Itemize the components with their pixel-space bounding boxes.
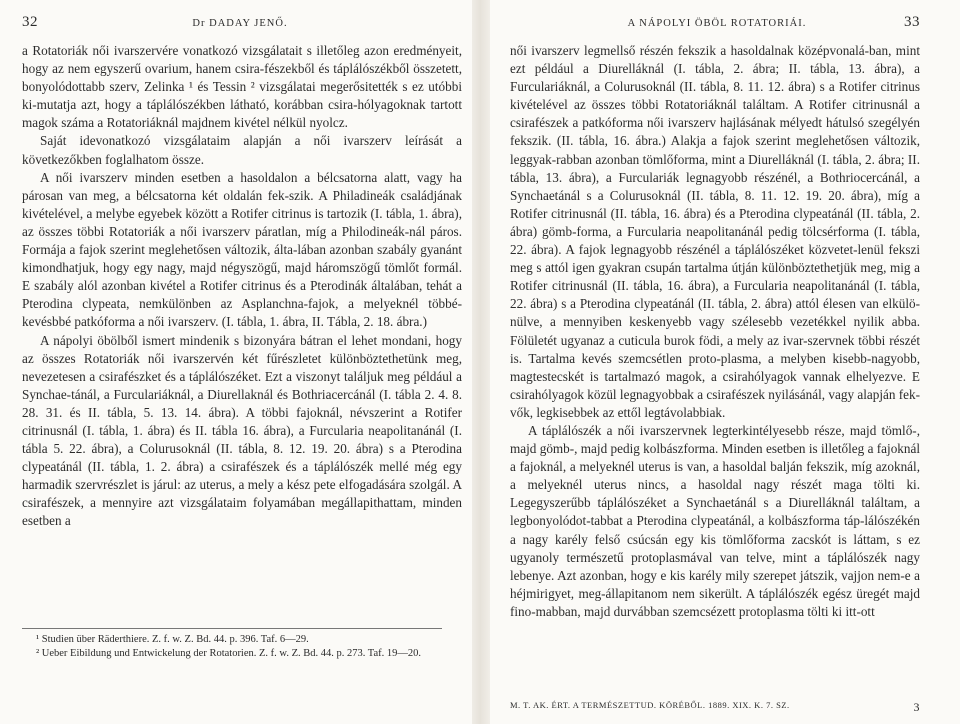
- left-page: [0, 0, 472, 724]
- footnotes: [22, 628, 462, 661]
- paragraph: Saját idevonatkozó vizsgálataim alapján a női ivarszerv leírását a következőkben foglalhatom össze.: [22, 133, 462, 167]
- footnote: ² Ueber Eibildung und Entwickelung der Rotatorien. Z. f. w. Z. Bd. 44. p. 273. Taf. 19—20.: [36, 648, 422, 659]
- left-page-number: 32: [22, 14, 38, 30]
- book-gutter: [472, 0, 490, 724]
- paragraph: A női ivarszerv minden esetben a hasoldalon a bélcsatorna alatt, vagy ha párosan van meg, a bélcsatorna két oldalán fek-szik. A Philadineák családjának kivételével, a melybe egyebek között a Rotifer citrinus is tartozik (I. tábla, 1. ábra), az összes többi Rotatoriák a női ivarszerv páratlan, míg a Philodineák-nál páros. Formája a fajok szerint meglehetősen változik, álta-lában azonban szabály gyanánt kimondhatjuk, hogy egy nagy, majd négyszögű, majd háromszögű tömlőt formál. E szabály alól azonban kivétel a Rotifer citrinus és a Pterodinák általában, tehát a Pterodina clypeata, nemkülönben az Asplanchna-fajok, a melyeknél többé-kevésbbé patkóforma a női ivarszerv. (I. tábla, 1. ábra, II. Tábla, 2. 18. ábra.): [22, 169, 462, 330]
- left-text-column: [22, 42, 462, 531]
- footnote: ¹ Studien über Räderthiere. Z. f. w. Z. Bd. 44. p. 396. Taf. 6—29.: [36, 634, 309, 645]
- right-running-head: [510, 14, 920, 36]
- right-page: [472, 0, 960, 724]
- right-page-number: 33: [903, 14, 920, 30]
- right-header-title: A NÁPOLYI ÖBÖL ROTATORIÁI.: [627, 18, 807, 29]
- left-running-head: [22, 14, 462, 36]
- paragraph: női ivarszerv legmellső részén fekszik a hasoldalnak középvonalá-ban, mint ezt például a Diurelláknál (I. tábla, 2. ábra; II. tábla, 13. ábra), a Furculariáknál, a Colurusoknál (II. tábla, 8. 11. 12. ábra) s a Rotifer citrinus kivételével az összes többi Rotatoriáknál találtam. A Rotifer citrinusnál a csirafészek a patkóforma női ivarszerv hajlásának mélyedt hátulsó szegélyén fekszik. (II. tábla, 16. ábra.) Alakja a fajok szerint meglehetősen változik, leggyak-rabban azonban tömlőforma, mint a Diurelláknál (I. tábla, 2. ábra; II. tábla, 13. ábra), a Furculariák legnagyobb részénél, a Bothriocercánál, a Synchaetánál s a Colurusoknál (II. tábla, 8. 11. 12. 19. 20. ábra), míg a Rotifer citrinusnál (II. tábla, 16. ábra) és a Pterodina clypeatánál (II. tábla, 2. ábra) gömb-forma, a Furcularia neapolitanánál pedig tölcsérforma (I. tábla, 22. ábra). A fajok legnagyobb részénél a táplálószéket közvetet-lenül fekszi meg s attól igen gyakran csupán tartalma útján különböztethetjük meg, mig a Rotifer citrinusnál (II. tábla, 16. ábra), a Furcularia neapolitanánál (I. tábla, 22. ábra) s a Pterodina clypeatánál (II. tábla, 2. ábra) attól élesen van elkülö-nülve, a mennyiben keskenyebb vagy szélesebb vezetékkel nyilik abba. Fölületét ugyanaz a cuticula burok födi, a mely az ivar-szervnek többi részét is. Tartalma kevés szemcsétlen proto-plasma, a melyben kisebb-nagyobb, magtestecskét is tartalmazó magok, a csirahólyagok vannak elhelyezve. E csirahólyagok közül legnagyobbak a csirafészek nyilásánál, vagy alapján fek-vők, legkisebbek az ettől legtávolabbiak.: [510, 43, 920, 420]
- right-text-column: [510, 42, 920, 621]
- paragraph: A táplálószék a női ivarszervnek legterkintélyesebb része, majd tömlő-, majd gömb-, majd pedig kolbászforma. Minden esetben is illetőleg a fajoknál a fajoknál, a melyeknél uterus is van, a hasoldal balján fekszik, míg azoknál, a melyeknél uterus nincs, a hasoldal nagy részét maga tölti ki. Legegyszerűbb táplálószéket a Synchaetánál s a Diurelláknál találtam, a legbonyolódot-tabbat a Pterodina clypeatánál, a kolbászforma táp-lálószékén a nagy karély felső csúcsán egy kis tömlőforma zacskót is láttam, s ez ugyanoly természetű protoplasmával van telve, mint a táplálószék nagy lebenye. Azt azonban, hogy e kis karély mily szerepet játszik, vajjon nem-e a héjmirigyet, meg-állapitanom nem sikerült. A táplálószék egész üregét majd fino-mabban, majd durvábban szemcsézett protoplasma tölti ki itt-ott: [510, 422, 920, 619]
- signature-line: [510, 700, 920, 715]
- footnote-rule: [22, 628, 442, 629]
- signature-mark: 3: [913, 700, 920, 714]
- paragraph: a Rotatoriák női ivarszervére vonatkozó vizsgálatait s illetőleg azon eredményeit, hogy az nem egyszerű ovarium, hanem csira-fészekből és táplálószékből összetett, bonyolódottabb szerv, Zelinka ¹ és Tessin ² vizsgálatai megerősitették s ez utóbbi ki-mutatja azt, hogy a táplálószékben látható, korábban csira-hólyagoknak tartott magok száma a Rotatoriáknál majdnem kivétel nélkül nyolcz.: [22, 43, 462, 131]
- left-header-title: Dr DADAY JENŐ.: [192, 18, 288, 29]
- paragraph: A nápolyi öbölből ismert mindenik s bizonyára bátran el lehet mondani, hogy az összes Rotatoriák női ivarszervén két fűrészletet különböztethetünk meg, nevezetesen a csirafészket és a táplálószéket. Ezt a viszonyt találjuk meg például a Synchae-tánál, a Furculariáknál, a Diurellaknál és Bothriacercánál (I. tábla 2. 4. 8. 28. 31. és II. tábla, 5. 13. 14. ábra). A többi fajoknál, névszerint a Rotifer citrinusnál (I. tábla, 1. ábra) és II. tábla 16. ábra), a Furcularia neapolitanánál (I. tábla 5. 22. ábra), a Colurusoknál (II. tábla, 8. 12. 19. 20. ábra) s a Pterodina clypeatánál (II. tábla, 1. 2. ábra) a csirafészek és a táplálószék mellé még egy harmadik szervrészlet is járul: az uterus, a mely a kész pete elfogadására szolgál. A csirafészek, a mennyire azt vizsgálataim folyamában megállapithattam, minden esetben a: [22, 332, 462, 529]
- journal-footer: M. T. AK. ÉRT. A TERMÉSZETTUD. KÖRÉBŐL. 1889. XIX. K. 7. SZ.: [510, 700, 790, 710]
